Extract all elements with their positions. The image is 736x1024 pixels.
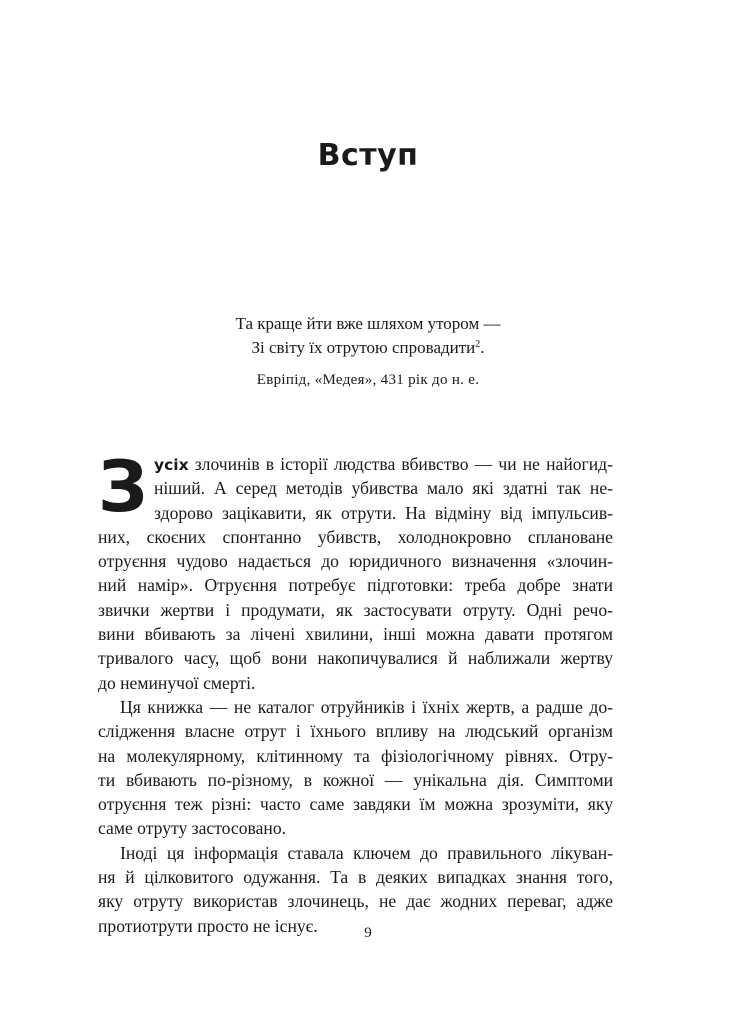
body-line: яку отруту використав злочинець, не дає жодних переваг, адже	[98, 891, 613, 912]
body-line: Іноді ця інформація ставала ключем до правильного лікуван-	[120, 842, 613, 863]
body-line: на молекулярному, клітинному та фізіологічному рівнях. Отру-	[98, 745, 613, 766]
body-line: до неминучої смерті.	[98, 672, 256, 693]
body-line: слідження власне отрут і їхнього впливу на людський організм	[98, 721, 613, 742]
body-line: ня й цілковитого одужання. Та в деяких випадках знання того,	[98, 867, 613, 888]
epigraph-line-2-text: Зі світу їх отрутою спровадити	[251, 338, 476, 357]
body-line: звички жертви і продумати, як застосувати отруту. Одні речо-	[98, 599, 613, 620]
page-title: Вступ	[317, 138, 419, 173]
body-line: отруєння теж різні: часто саме завдяки їм можна зрозуміти, яку	[98, 794, 613, 815]
body-line: ніший. А серед методів убивства мало які здатні так не-	[154, 478, 613, 499]
body-line: протиотрути просто не існує.	[98, 915, 318, 936]
epigraph-line-2: Зі світу їх отрутою спровадити$^2$.	[251, 338, 485, 357]
body-line: отруєння чудово надається до юридичного визначення «злочин-	[98, 551, 613, 572]
epigraph	[0, 312, 736, 360]
lead-word: усіх	[154, 456, 189, 474]
body-line	[98, 452, 613, 476]
body-line: здорово зацікавити, як отрути. На відміну від імпульсив-	[154, 502, 613, 523]
body-line: ний намір». Отруєння потребує підготовки: треба добре знати	[98, 575, 613, 596]
footnote-reference: 2	[475, 339, 481, 350]
body-line: Ця книжка — не каталог отруйників і їхніх жертв, а радше до-	[120, 696, 613, 717]
body-text	[98, 446, 613, 938]
page-number: 9	[364, 925, 372, 941]
body-line: тривалого часу, щоб вони накопичувалися й наближали жертву	[98, 648, 613, 669]
body-line-text: злочинів в історії людства вбивство — чи не найогид-	[188, 454, 613, 474]
body-line: них, скоєних спонтанно убивств, холоднокровно сплановане	[98, 526, 613, 547]
epigraph-line-1: Та краще йти вже шляхом утором —	[235, 314, 501, 333]
epigraph-attribution: Евріпід, «Медея», 431 рік до н. е.	[256, 372, 480, 388]
drop-cap: З	[98, 446, 148, 528]
body-line: ти вбивають по-різному, в кожної — унікальна дія. Симптоми	[98, 769, 613, 790]
body-line: саме отруту застосовано.	[98, 818, 287, 839]
body-line: вини вбивають за лічені хвилини, інші можна давати протягом	[98, 624, 613, 645]
